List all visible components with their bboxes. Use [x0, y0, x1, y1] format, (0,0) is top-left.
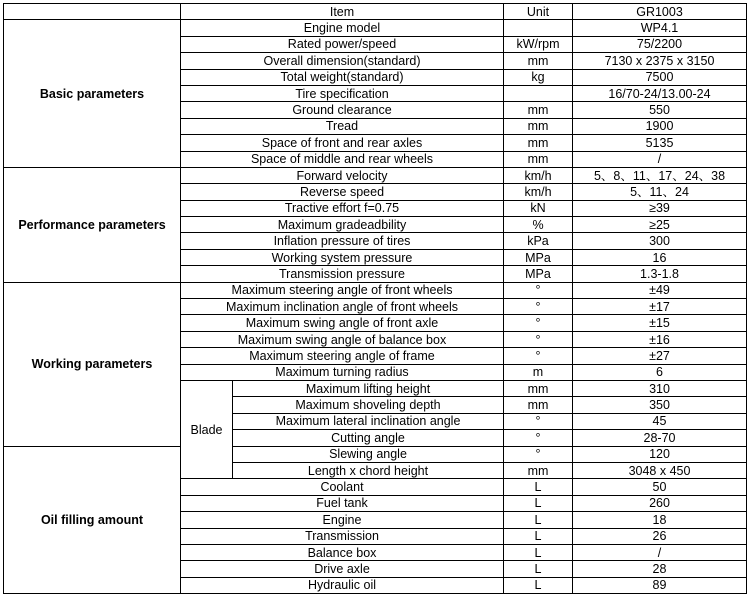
row-value: ±16 — [573, 331, 747, 347]
row-item: Rated power/speed — [181, 36, 504, 52]
row-item: Overall dimension(standard) — [181, 53, 504, 69]
row-unit: mm — [504, 462, 573, 478]
row-unit: ° — [504, 299, 573, 315]
row-value: 28-70 — [573, 430, 747, 446]
row-item: Balance box — [181, 544, 504, 560]
row-value: ±49 — [573, 282, 747, 298]
section-oil: Oil filling amount — [4, 446, 181, 594]
row-value: 1900 — [573, 118, 747, 134]
section-basic: Basic parameters — [4, 20, 181, 168]
row-value: / — [573, 544, 747, 560]
row-item: Slewing angle — [233, 446, 504, 462]
row-value: 6 — [573, 364, 747, 380]
row-unit: ° — [504, 348, 573, 364]
row-item: Maximum inclination angle of front wheels — [181, 299, 504, 315]
row-unit: % — [504, 217, 573, 233]
row-item: Space of front and rear axles — [181, 135, 504, 151]
row-value: 16/70-24/13.00-24 — [573, 85, 747, 101]
row-value: 350 — [573, 397, 747, 413]
row-item: Maximum shoveling depth — [233, 397, 504, 413]
header-unit: Unit — [504, 4, 573, 20]
row-value: ≥39 — [573, 200, 747, 216]
row-item: Engine — [181, 512, 504, 528]
row-value: ±15 — [573, 315, 747, 331]
row-value: 550 — [573, 102, 747, 118]
row-value: 260 — [573, 495, 747, 511]
row-value: 5、8、11、17、24、38 — [573, 167, 747, 183]
table-row — [4, 282, 747, 298]
row-unit: L — [504, 544, 573, 560]
row-value: 5、11、24 — [573, 184, 747, 200]
row-item: Tractive effort f=0.75 — [181, 200, 504, 216]
row-item: Maximum lifting height — [233, 380, 504, 396]
row-value: 18 — [573, 512, 747, 528]
row-item: Reverse speed — [181, 184, 504, 200]
row-unit: L — [504, 528, 573, 544]
row-value: 7500 — [573, 69, 747, 85]
row-item: Engine model — [181, 20, 504, 36]
row-item: Hydraulic oil — [181, 577, 504, 593]
spec-table — [3, 3, 747, 594]
row-unit: mm — [504, 151, 573, 167]
row-unit: L — [504, 561, 573, 577]
row-unit: MPa — [504, 249, 573, 265]
row-unit: kW/rpm — [504, 36, 573, 52]
section-working: Working parameters — [4, 282, 181, 446]
row-value: 310 — [573, 380, 747, 396]
row-item: Maximum swing angle of balance box — [181, 331, 504, 347]
row-value: ±17 — [573, 299, 747, 315]
table-row — [4, 446, 747, 462]
row-item: Drive axle — [181, 561, 504, 577]
row-item: Maximum turning radius — [181, 364, 504, 380]
row-item: Space of middle and rear wheels — [181, 151, 504, 167]
row-unit: mm — [504, 118, 573, 134]
row-value: 26 — [573, 528, 747, 544]
row-unit: kg — [504, 69, 573, 85]
row-unit: L — [504, 512, 573, 528]
row-item: Total weight(standard) — [181, 69, 504, 85]
row-item: Length x chord height — [233, 462, 504, 478]
row-value: 28 — [573, 561, 747, 577]
row-item: Inflation pressure of tires — [181, 233, 504, 249]
table-header-row — [4, 4, 747, 20]
row-item: Working system pressure — [181, 249, 504, 265]
row-value: 1.3-1.8 — [573, 266, 747, 282]
row-item: Coolant — [181, 479, 504, 495]
row-unit — [504, 20, 573, 36]
row-value: ±27 — [573, 348, 747, 364]
row-value: 3048 x 450 — [573, 462, 747, 478]
row-unit: L — [504, 495, 573, 511]
row-item: Fuel tank — [181, 495, 504, 511]
row-unit: mm — [504, 397, 573, 413]
row-unit: km/h — [504, 167, 573, 183]
row-value: ≥25 — [573, 217, 747, 233]
row-value: 75/2200 — [573, 36, 747, 52]
row-item: Tread — [181, 118, 504, 134]
header-blank — [4, 4, 181, 20]
row-item: Tire specification — [181, 85, 504, 101]
row-unit: L — [504, 577, 573, 593]
row-unit: kN — [504, 200, 573, 216]
table-row — [4, 167, 747, 183]
row-item: Maximum steering angle of front wheels — [181, 282, 504, 298]
row-unit: ° — [504, 430, 573, 446]
row-value: 5135 — [573, 135, 747, 151]
row-value: 120 — [573, 446, 747, 462]
row-value: 300 — [573, 233, 747, 249]
row-unit: ° — [504, 331, 573, 347]
row-item: Maximum swing angle of front axle — [181, 315, 504, 331]
row-item: Ground clearance — [181, 102, 504, 118]
subsection-blade: Blade — [181, 380, 233, 478]
row-item: Forward velocity — [181, 167, 504, 183]
row-value: 16 — [573, 249, 747, 265]
row-item: Transmission pressure — [181, 266, 504, 282]
row-item: Maximum steering angle of frame — [181, 348, 504, 364]
header-model: GR1003 — [573, 4, 747, 20]
row-unit: ° — [504, 315, 573, 331]
row-item: Transmission — [181, 528, 504, 544]
row-unit: mm — [504, 135, 573, 151]
row-value: / — [573, 151, 747, 167]
row-value: 50 — [573, 479, 747, 495]
row-item: Cutting angle — [233, 430, 504, 446]
row-unit: L — [504, 479, 573, 495]
row-unit: mm — [504, 380, 573, 396]
row-unit: ° — [504, 282, 573, 298]
row-value: 45 — [573, 413, 747, 429]
row-item: Maximum gradeadbility — [181, 217, 504, 233]
row-unit: mm — [504, 53, 573, 69]
row-unit — [504, 85, 573, 101]
row-unit: MPa — [504, 266, 573, 282]
header-item: Item — [181, 4, 504, 20]
row-unit: ° — [504, 446, 573, 462]
table-row — [4, 20, 747, 36]
row-value: 89 — [573, 577, 747, 593]
row-value: WP4.1 — [573, 20, 747, 36]
row-unit: ° — [504, 413, 573, 429]
row-unit: km/h — [504, 184, 573, 200]
section-performance: Performance parameters — [4, 167, 181, 282]
row-unit: kPa — [504, 233, 573, 249]
row-unit: mm — [504, 102, 573, 118]
row-unit: m — [504, 364, 573, 380]
row-value: 7130 x 2375 x 3150 — [573, 53, 747, 69]
row-item: Maximum lateral inclination angle — [233, 413, 504, 429]
